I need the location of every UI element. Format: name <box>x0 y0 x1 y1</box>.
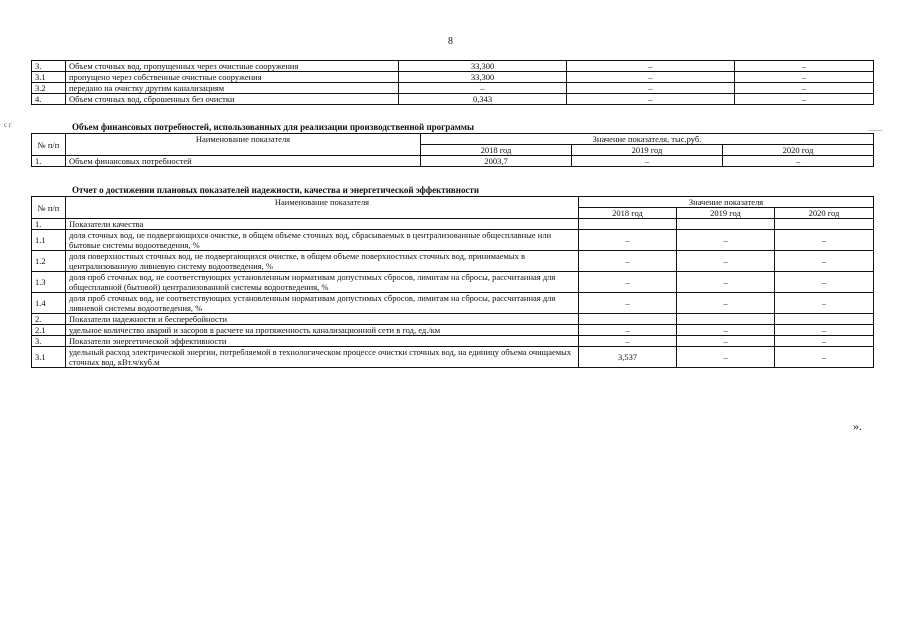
row-value-2020: – <box>723 156 874 167</box>
year-header: 2019 год <box>677 208 775 219</box>
col-value-header: Значение показателя <box>579 197 874 208</box>
row-value-2020: – <box>775 325 874 336</box>
table-row <box>32 272 874 293</box>
row-value-2020: – <box>775 347 874 368</box>
row-value-2019: – <box>677 251 775 272</box>
row-value-2018: – <box>579 336 677 347</box>
row-value-2019: – <box>677 230 775 251</box>
row-num: 1.4 <box>32 293 66 314</box>
row-value-2020: – <box>775 251 874 272</box>
table-row <box>32 314 874 325</box>
row-value-2020: – <box>735 61 874 72</box>
table-row <box>32 230 874 251</box>
year-header: 2020 год <box>775 208 874 219</box>
year-header: 2018 год <box>421 145 572 156</box>
row-name: Объем финансовых потребностей <box>66 156 421 167</box>
row-value-2020 <box>775 314 874 325</box>
row-value-2019 <box>677 314 775 325</box>
row-num: 2. <box>32 314 66 325</box>
discharge-volume-table-body <box>32 61 874 105</box>
row-name: Показатели энергетической эффективности <box>66 336 579 347</box>
row-value-2018: – <box>579 272 677 293</box>
closing-quote: ». <box>853 419 862 433</box>
indicators-report-table <box>31 196 874 368</box>
row-value-2020: – <box>735 83 874 94</box>
row-num: 4. <box>32 94 66 105</box>
row-value-2018: 3,537 <box>579 347 677 368</box>
col-value-header: Значение показателя, тыс.руб. <box>421 134 874 145</box>
row-num: 1.2 <box>32 251 66 272</box>
row-value-2019: – <box>567 94 735 105</box>
row-num: 1. <box>32 156 66 167</box>
row-value-2018: – <box>579 325 677 336</box>
row-name: удельное количество аварий и засоров в расчете на протяженность канализационной сети в год, ед./км <box>66 325 579 336</box>
row-value-2020: – <box>775 293 874 314</box>
row-name: удельный расход электрической энергии, потребляемой в технологическом процессе очистки сточных вод, на единицу объема очищаемых сточных вод, кВт.ч/куб.м <box>66 347 579 368</box>
row-value-2019: – <box>567 83 735 94</box>
row-value-2020: – <box>735 94 874 105</box>
row-value-2020: – <box>735 72 874 83</box>
row-num: 1.3 <box>32 272 66 293</box>
margin-mark: с г <box>4 121 12 129</box>
row-name: пропущено через собственные очистные сооружения <box>66 72 399 83</box>
row-value-2019: – <box>572 156 723 167</box>
row-name: Показатели надежности и бесперебойности <box>66 314 579 325</box>
row-value-2018 <box>579 219 677 230</box>
row-value-2019: – <box>677 272 775 293</box>
row-name: Объем сточных вод, сброшенных без очистки <box>66 94 399 105</box>
row-name: доля поверхностных сточных вод, не подвергающихся очистке, в общем объеме поверхностных сточных вод, принимаемых в централизованную ливневую систему водоотведения, % <box>66 251 579 272</box>
year-header: 2019 год <box>572 145 723 156</box>
year-header: 2018 год <box>579 208 677 219</box>
row-value-2018: – <box>399 83 567 94</box>
row-value-2019: – <box>567 72 735 83</box>
row-num: 1.1 <box>32 230 66 251</box>
table-row <box>32 94 874 105</box>
row-value-2019 <box>677 219 775 230</box>
row-value-2020: – <box>775 272 874 293</box>
table-row <box>32 251 874 272</box>
col-num-header: № п/п <box>32 134 66 156</box>
row-num: 3.2 <box>32 83 66 94</box>
row-num: 3.1 <box>32 72 66 83</box>
discharge-volume-table <box>31 60 874 105</box>
col-name-header: Наименование показателя <box>66 197 579 219</box>
table-row <box>32 83 874 94</box>
row-num: 3. <box>32 336 66 347</box>
row-value-2019: – <box>677 336 775 347</box>
row-num: 2.1 <box>32 325 66 336</box>
table-row <box>32 61 874 72</box>
row-value-2018: 0,343 <box>399 94 567 105</box>
margin-dash: —— <box>868 126 882 134</box>
page-number: 8 <box>448 36 453 47</box>
row-value-2019: – <box>567 61 735 72</box>
row-name: доля сточных вод, не подвергающихся очистке, в общем объеме сточных вод, сбрасываемых в централизованные общесплавные или бытовые системы водоотведения, % <box>66 230 579 251</box>
row-value-2018: 2003,7 <box>421 156 572 167</box>
row-name: доля проб сточных вод, не соответствующих установленным нормативам допустимых сбросов, лимитам на сбросы, рассчитанная для общесплавной (бытовой) централизованной системы водоотведения, % <box>66 272 579 293</box>
row-value-2018: 33,300 <box>399 72 567 83</box>
row-name: Объем сточных вод, пропущенных через очистные сооружения <box>66 61 399 72</box>
row-name: передано на очистку другим канализациям <box>66 83 399 94</box>
row-value-2018: – <box>579 251 677 272</box>
table-row <box>32 325 874 336</box>
indicators-report-heading: Отчет о достижении плановых показателей надежности, качества и энергетической эффективности <box>72 185 480 195</box>
row-num: 3.1 <box>32 347 66 368</box>
row-value-2018 <box>579 314 677 325</box>
row-value-2020: – <box>775 336 874 347</box>
row-name: доля проб сточных вод, не соответствующих установленным нормативам допустимых сбросов, лимитам на сбросы, рассчитанная для ливневой системы водоотведения, % <box>66 293 579 314</box>
table-row <box>32 336 874 347</box>
row-value-2018: 33,300 <box>399 61 567 72</box>
row-value-2020: – <box>775 230 874 251</box>
financial-needs-table <box>31 133 874 167</box>
col-name-header: Наименование показателя <box>66 134 421 156</box>
year-header: 2020 год <box>723 145 874 156</box>
row-value-2019: – <box>677 347 775 368</box>
row-value-2020 <box>775 219 874 230</box>
table-row <box>32 72 874 83</box>
row-num: 1. <box>32 219 66 230</box>
table-row <box>32 293 874 314</box>
row-value-2019: – <box>677 293 775 314</box>
table-row <box>32 347 874 368</box>
row-value-2019: – <box>677 325 775 336</box>
row-value-2018: – <box>579 293 677 314</box>
row-num: 3. <box>32 61 66 72</box>
row-value-2018: – <box>579 230 677 251</box>
col-num-header: № п/п <box>32 197 66 219</box>
row-name: Показатели качества <box>66 219 579 230</box>
financial-needs-heading: Объем финансовых потребностей, использованных для реализации производственной программы <box>72 122 475 132</box>
table-row <box>32 219 874 230</box>
